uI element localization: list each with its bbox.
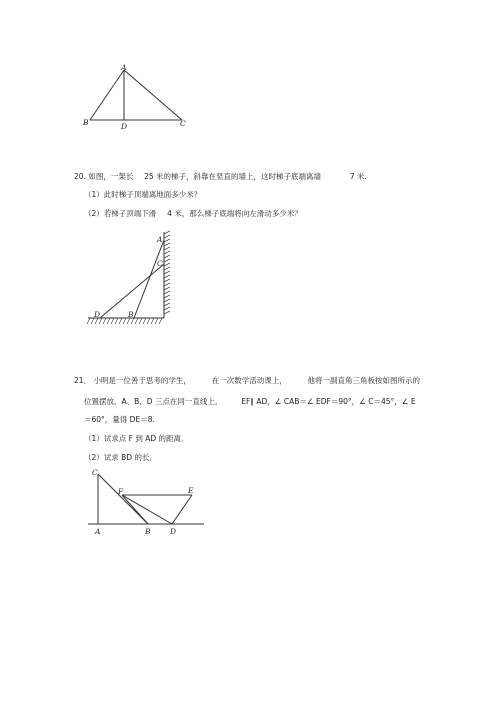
ground-hatch-mark [111,318,114,324]
wall-hatch-mark [164,307,170,310]
label-a: A [121,63,127,72]
q21-l1-a: 小明是一位善于思考的学生， [93,376,191,385]
label-b: B [83,118,89,127]
segment-ed [172,495,192,524]
wall-hatch-mark [164,275,170,278]
label-b: B [145,527,151,536]
label-c: C [180,119,186,128]
wall-hatch-mark [164,299,170,302]
wall-hatch-mark [164,255,170,258]
wall-hatch-mark [164,243,170,246]
ground-hatch-mark [103,318,106,324]
segment-cb [98,474,148,524]
ground-hatch-mark [115,318,118,324]
wall-hatch-mark [164,287,170,290]
segment-ac [124,70,182,120]
wall-hatch-mark [164,259,170,262]
q20-sub2 [84,209,302,219]
ground-hatch-mark [87,318,90,324]
wall-hatch-mark [164,251,170,254]
wall-hatch-mark [164,295,170,298]
wall-hatch-mark [164,263,170,266]
wall-hatch-mark [164,235,170,238]
wall-hatch-mark [164,283,170,286]
q21-number: 21． [74,376,92,385]
label-d: D [170,527,177,536]
label-b: B [128,310,134,319]
ladder-wall-figure [84,228,184,328]
triangle-abc-figure [80,62,200,130]
q20-number: 20. [74,172,86,181]
q20-sub2-b: 4 米，那么梯子底端将向左滑动多少米？ [167,209,302,218]
q20-stem-a: 如图，一架长 [88,172,134,181]
q21-l1-c: 他将一副直角三角板按如图所示的 [307,376,420,385]
segment-fd [122,495,172,524]
ground-hatch-mark [107,318,110,324]
q21-sub2: （2）试求 BD 的长． [84,453,157,462]
wall-hatch-mark [164,231,170,234]
wall-hatch-mark [164,279,170,282]
q20-sub2-a: （2）若梯子顶端下滑 [84,209,157,218]
ground-hatch-mark [123,318,126,324]
ground-hatch-mark [139,318,142,324]
label-e: E [188,486,194,495]
q21-line3: ＝60°，量得 DE＝8. [84,415,155,424]
q20-stem-len: 25 米的梯子，斜靠在竖直的墙上，这时梯子底端离墙 [144,172,322,181]
wall-hatch-mark [164,311,170,314]
ground-hatch-mark [135,318,138,324]
label-a: A [95,527,101,536]
label-c: C [157,259,163,268]
wall-hatch-mark [164,271,170,274]
label-d: D [121,122,128,130]
q20-stem [74,172,367,182]
wall-hatch-mark [164,247,170,250]
segment-fb [122,495,148,524]
ground-hatch-mark [151,318,154,324]
q21-l1-b: 在一次数学活动课上， [211,376,287,385]
ground-hatch-mark [155,318,158,324]
ground-hatch-mark [143,318,146,324]
wall-hatch-mark [164,239,170,242]
ladder-ab [134,240,164,318]
q21-l2-a: 位置摆放，A、B、D 三点在同一直线上， [84,397,223,406]
segment-ab [90,70,124,120]
q21-sub1: （1）试求点 F 到 AD 的距离． [84,434,189,443]
q20-stem-b: 7 米. [349,172,367,181]
label-f: F [118,487,124,496]
ground-hatch-mark [147,318,150,324]
set-squares-figure [84,466,208,538]
q20-sub1: （1）此时梯子顶端离地面多少米？ [84,190,202,199]
q21-line2 [84,397,416,407]
q21-line1 [74,376,420,386]
wall-hatch-mark [164,303,170,306]
label-a: A [157,235,163,244]
ground-hatch-mark [159,318,162,324]
wall-hatch-mark [164,267,170,270]
wall-hatch-mark [164,291,170,294]
q21-l2-b: EF∥ AD，∠ CAB＝∠ EDF＝90°，∠ C＝45°，∠ E [241,397,416,406]
label-c: C [92,468,98,477]
label-d: D [94,310,101,319]
wall-hatching [164,231,170,314]
ground-hatch-mark [119,318,122,324]
